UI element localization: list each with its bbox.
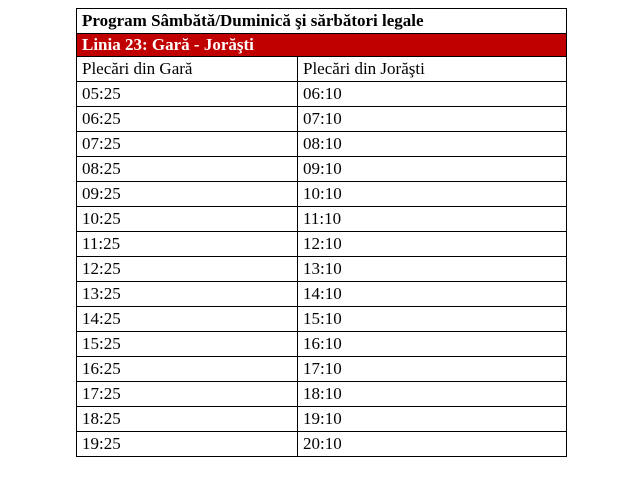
table-row [77, 132, 567, 157]
table-row [77, 207, 567, 232]
table-row [77, 407, 567, 432]
title-row [77, 9, 567, 34]
departure-gara-time: 06:25 [77, 107, 298, 132]
header-departures-jorasti: Plecări din Jorăşti [298, 57, 567, 82]
departure-jorasti-time: 09:10 [298, 157, 567, 182]
departure-gara-time: 13:25 [77, 282, 298, 307]
departure-gara-time: 15:25 [77, 332, 298, 357]
table-row [77, 357, 567, 382]
departure-gara-time: 08:25 [77, 157, 298, 182]
line-row [77, 34, 567, 57]
departure-jorasti-time: 19:10 [298, 407, 567, 432]
table-row [77, 107, 567, 132]
table-row [77, 332, 567, 357]
departure-gara-time: 16:25 [77, 357, 298, 382]
table-row [77, 182, 567, 207]
table-row [77, 257, 567, 282]
departure-jorasti-time: 20:10 [298, 432, 567, 457]
departure-jorasti-time: 06:10 [298, 82, 567, 107]
table-row [77, 232, 567, 257]
table-row [77, 282, 567, 307]
departure-jorasti-time: 07:10 [298, 107, 567, 132]
schedule-table [76, 8, 567, 457]
line-name: Linia 23: Gară - Jorăşti [77, 34, 567, 57]
departure-jorasti-time: 17:10 [298, 357, 567, 382]
departure-jorasti-time: 08:10 [298, 132, 567, 157]
departure-gara-time: 09:25 [77, 182, 298, 207]
departure-jorasti-time: 11:10 [298, 207, 567, 232]
table-row [77, 307, 567, 332]
departure-gara-time: 17:25 [77, 382, 298, 407]
departure-gara-time: 07:25 [77, 132, 298, 157]
departure-jorasti-time: 14:10 [298, 282, 567, 307]
departure-jorasti-time: 12:10 [298, 232, 567, 257]
departure-gara-time: 18:25 [77, 407, 298, 432]
header-row [77, 57, 567, 82]
table-row [77, 157, 567, 182]
table-row [77, 82, 567, 107]
departure-jorasti-time: 15:10 [298, 307, 567, 332]
table-row [77, 432, 567, 457]
departure-gara-time: 19:25 [77, 432, 298, 457]
schedule-title: Program Sâmbătă/Duminică şi sărbători legale [77, 9, 567, 34]
departure-jorasti-time: 18:10 [298, 382, 567, 407]
departure-gara-time: 05:25 [77, 82, 298, 107]
departure-gara-time: 14:25 [77, 307, 298, 332]
header-departures-gara: Plecări din Gară [77, 57, 298, 82]
departure-gara-time: 10:25 [77, 207, 298, 232]
departure-jorasti-time: 13:10 [298, 257, 567, 282]
departure-gara-time: 11:25 [77, 232, 298, 257]
departure-jorasti-time: 16:10 [298, 332, 567, 357]
table-row [77, 382, 567, 407]
schedule-body [77, 9, 567, 457]
departure-jorasti-time: 10:10 [298, 182, 567, 207]
departure-gara-time: 12:25 [77, 257, 298, 282]
